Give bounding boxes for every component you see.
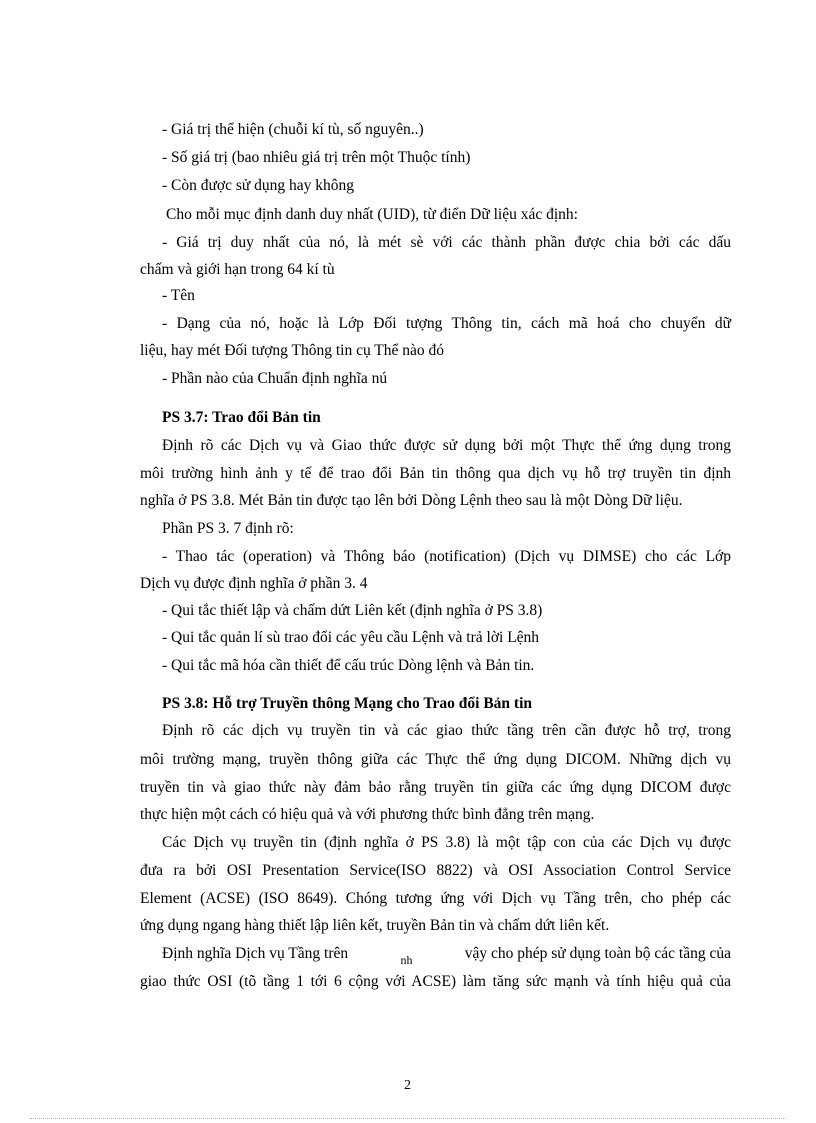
ps37-paragraph-line: Định rõ các Dịch vụ và Giao thức được sử dụng bởi một Thực thể ứng dụng trong	[162, 437, 731, 454]
footer-divider	[30, 1118, 786, 1119]
uid-item-3-line-2: liệu, hay mét Đối tượng Thông tin cụ Thể nào đó	[140, 342, 445, 359]
ps38-paragraph-1-line: Định rõ các dịch vụ truyền tin và các giao thức tầng trên cần được hỗ trợ, trong	[162, 722, 731, 739]
ps38-paragraph-3-line-1-part-a: Định nghĩa Dịch vụ Tầng trên	[162, 945, 349, 962]
uid-item-4: - Phần nào của Chuẩn định nghĩa nú	[162, 370, 388, 387]
uid-item-3-line-1: - Dạng của nó, hoặc là Lớp Đối tượng Thông tin, cách mã hoá cho chuyển dữ	[162, 315, 731, 332]
ps37-item-3: - Qui tắc quản lí sù trao đổi các yêu cầu Lệnh và trả lời Lệnh	[162, 629, 540, 646]
ps38-paragraph-3-line-1	[162, 944, 731, 967]
uid-intro: Cho mỗi mục định danh duy nhất (UID), từ điển Dữ liệu xác định:	[166, 206, 578, 223]
page-number: 2	[404, 1078, 411, 1093]
ps38-paragraph-3-line-1-part-b: vậy cho phép sử dụng toàn bộ các tầng của	[464, 945, 731, 962]
uid-item-1-line-1: - Giá trị duy nhất của nó, là mét sè với các thành phần được chia bởi các dấu	[162, 234, 731, 251]
uid-item-2: - Tên	[162, 287, 195, 304]
ps37-item-1-line-2: Dịch vụ được định nghĩa ở phần 3. 4	[140, 575, 368, 592]
ps38-paragraph-1-line: truyền tin và giao thức này đảm bảo rằng truyền tin giữa các ứng dụng DICOM được	[140, 779, 731, 796]
list-item: - Còn được sử dụng hay không	[162, 177, 355, 194]
ps37-paragraph-line: nghĩa ở PS 3.8. Mét Bản tin được tạo lên bởi Dòng Lệnh theo sau là một Dòng Dữ liệu.	[140, 492, 683, 509]
ps38-paragraph-2-line: đưa ra bởi OSI Presentation Service(ISO 8822) và OSI Association Control Service	[140, 862, 731, 879]
list-item: - Giá trị thể hiện (chuỗi kí tù, số nguyên..)	[162, 121, 424, 138]
ps37-item-2: - Qui tắc thiết lập và chấm dứt Liên kết (định nghĩa ở PS 3.8)	[162, 602, 543, 619]
ps38-paragraph-3-subscript: nh	[400, 953, 413, 967]
ps38-paragraph-2-line: Các Dịch vụ truyền tin (định nghĩa ở PS 3.8) là một tập con của các Dịch vụ được	[162, 834, 731, 851]
ps37-intro: Phần PS 3. 7 định rõ:	[162, 520, 294, 537]
ps37-item-1-line-1: - Thao tác (operation) và Thông báo (notification) (Dịch vụ DIMSE) cho các Lớp	[162, 548, 731, 565]
ps37-paragraph-line: môi trường hình ảnh y tế để trao đổi Bản tin thông qua dịch vụ hỗ trợ truyền tin định	[140, 465, 731, 482]
uid-item-1-line-2: chấm và giới hạn trong 64 kí tù	[140, 261, 335, 278]
ps38-paragraph-2-line: Element (ACSE) (ISO 8649). Chóng tương ứng với Dịch vụ Tầng trên, cho phép các	[140, 890, 731, 907]
ps38-paragraph-2-line: ứng dụng ngang hàng thiết lập liên kết, truyền Bản tin và chấm dứt liên kết.	[140, 917, 610, 934]
ps38-paragraph-1-line: thực hiện một cách có hiệu quả và với phương thức bình đẳng trên mạng.	[140, 806, 595, 823]
list-item: - Số giá trị (bao nhiêu giá trị trên một Thuộc tính)	[162, 149, 471, 166]
ps37-item-4: - Qui tắc mã hóa cần thiết để cấu trúc Dòng lệnh và Bản tin.	[162, 657, 535, 674]
ps38-paragraph-1-line: môi trường mạng, truyền thông giữa các Thực thể ứng dụng DICOM. Những dịch vụ	[140, 751, 731, 768]
section-heading-ps37: PS 3.7: Trao đổi Bản tin	[162, 409, 321, 426]
ps38-paragraph-3-line-2: giao thức OSI (tõ tầng 1 tới 6 cộng với ACSE) làm tăng sức mạnh và tính hiệu quả của	[140, 973, 731, 990]
section-heading-ps38: PS 3.8: Hỗ trợ Truyền thông Mạng cho Trao đổi Bản tin	[162, 695, 533, 712]
